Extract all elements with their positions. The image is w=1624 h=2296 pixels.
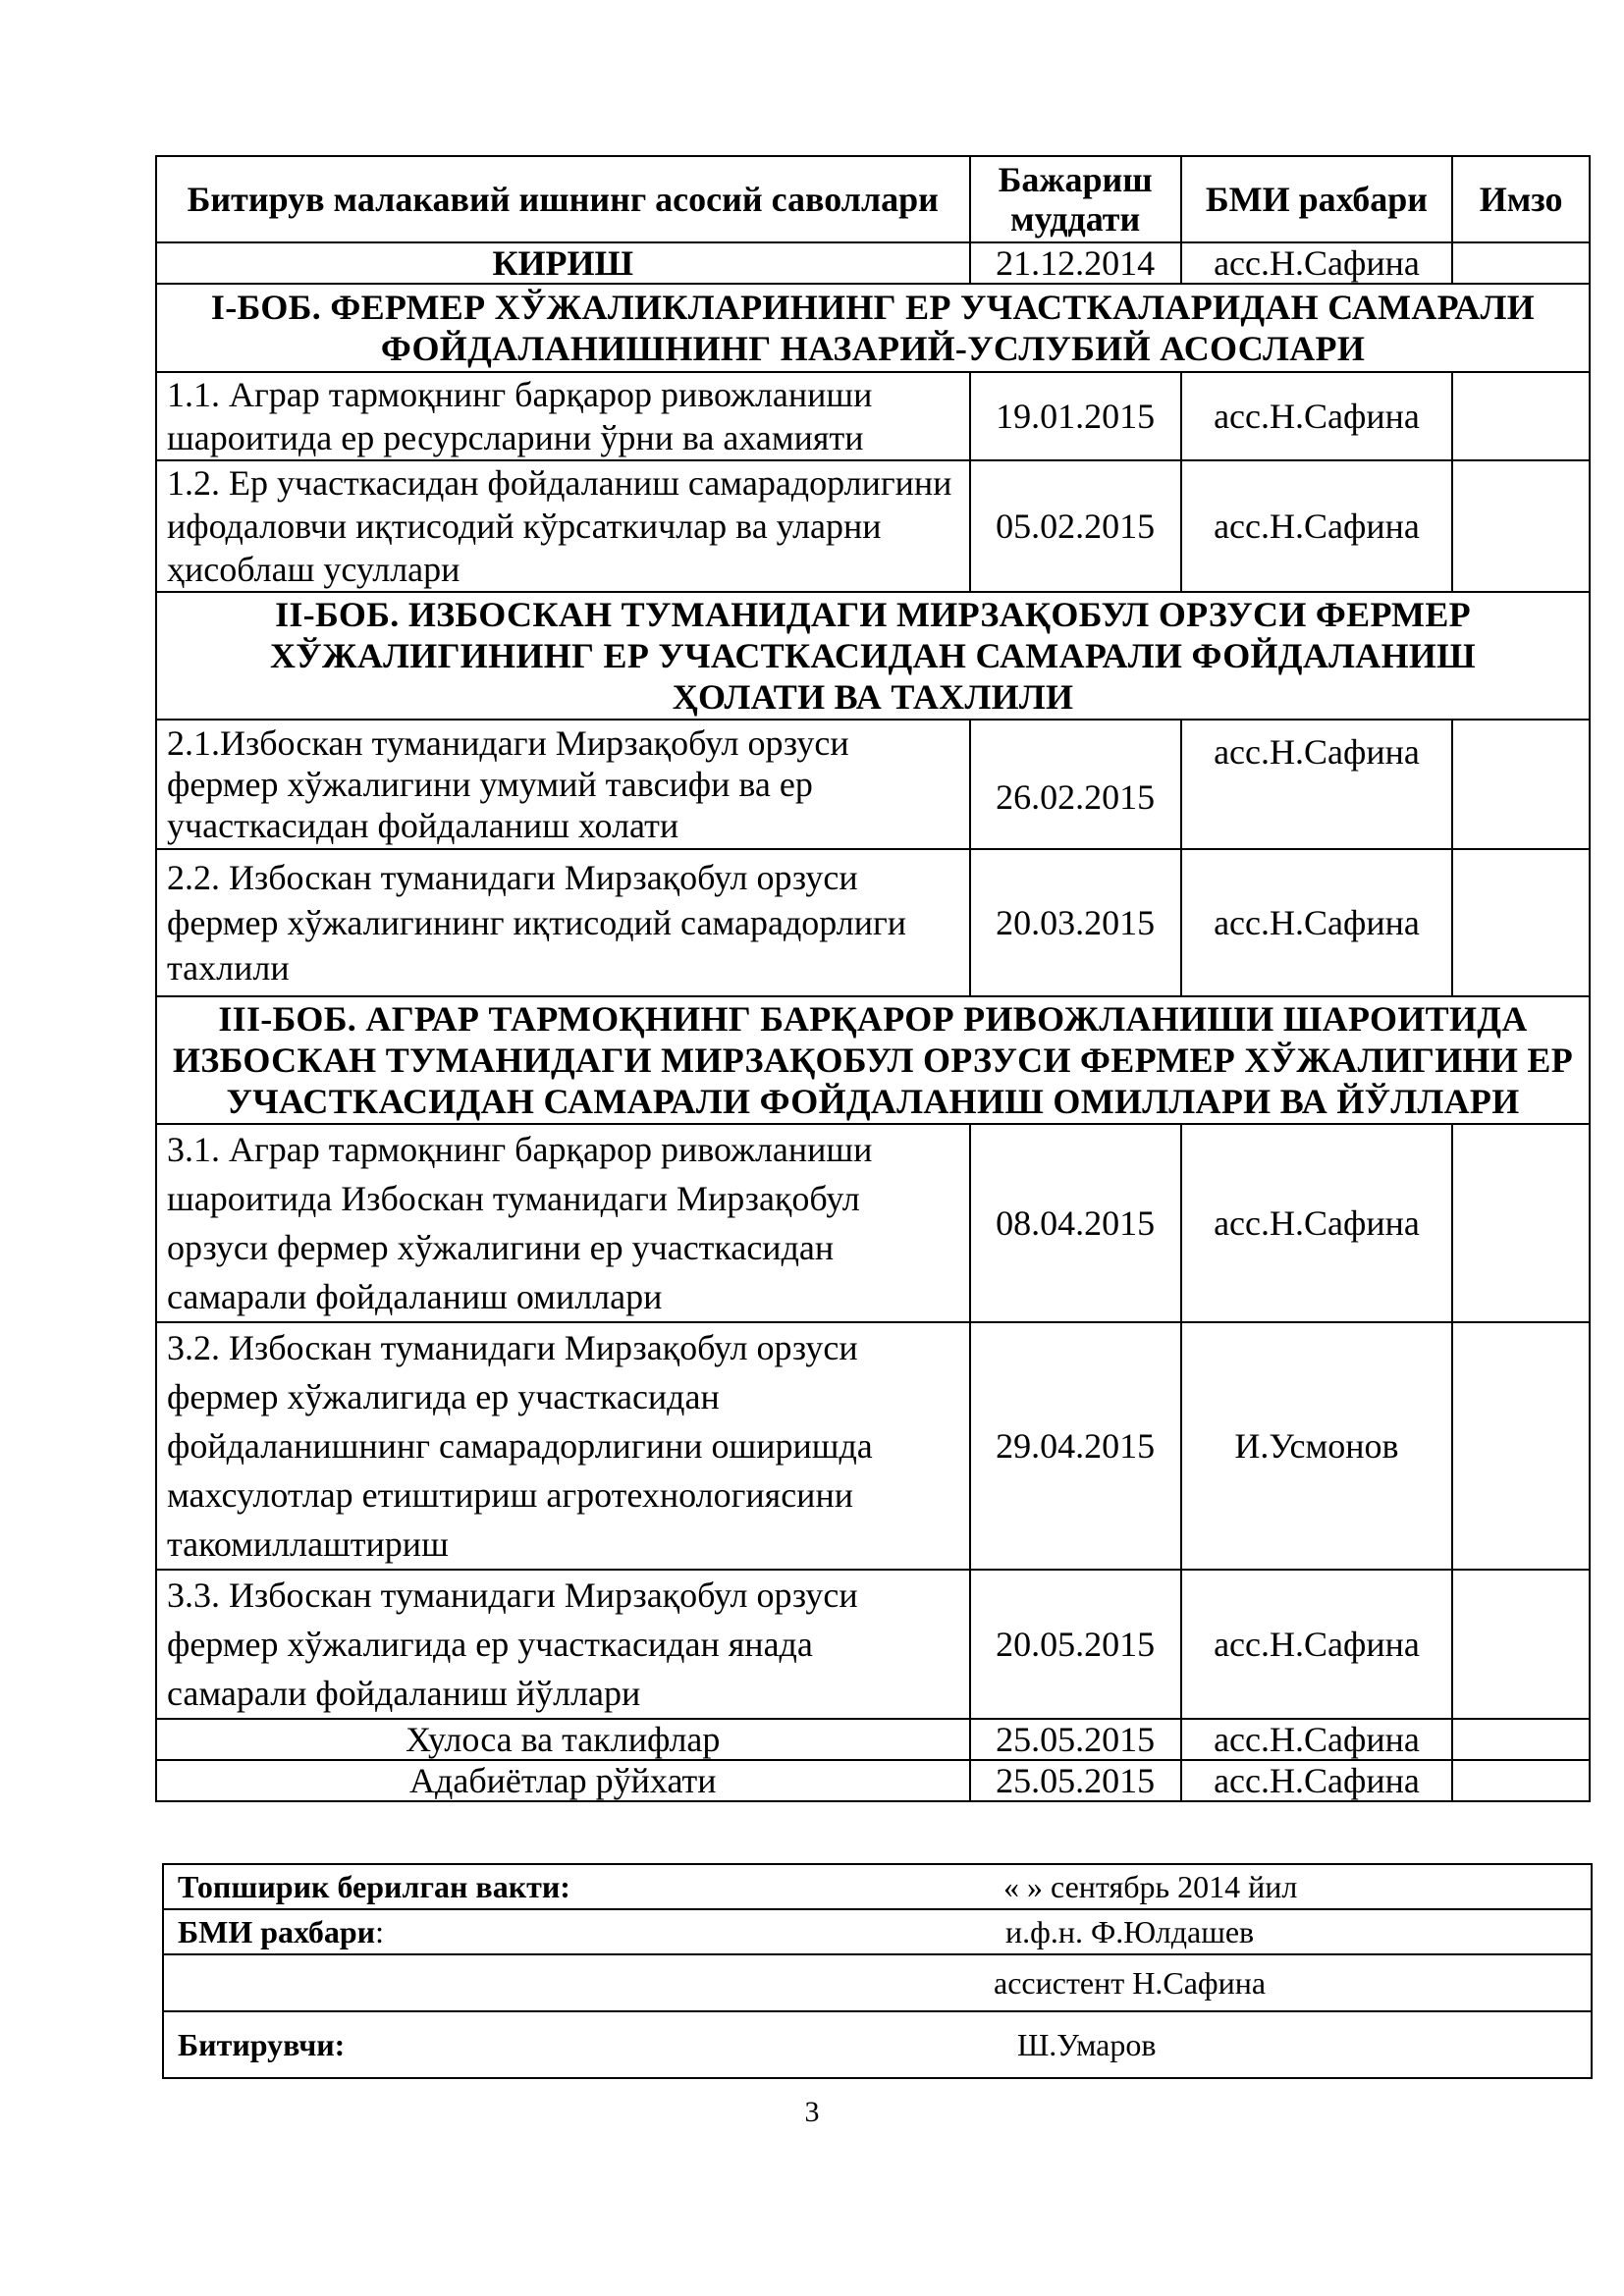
signature-cell [1452,1124,1590,1322]
supervisor-label-cell [163,1909,895,1954]
assistant-empty-cell [163,1954,895,2011]
table-row [156,1124,1590,1322]
topic-2-2-date: 20.03.2015 [970,849,1181,996]
topic-3-3: 3.3. Избоскан туманидаги Мирзақобул орзуси фермер хўжалигида ер участкасидан янада самарали фойдаланиш йўллари [156,1570,970,1719]
references-date: 25.05.2015 [970,1760,1181,1801]
topic-2-1-date: 26.02.2015 [970,720,1181,849]
topic-1-2: 1.2. Ер участкасидан фойдаланиш самарадорлигини ифодаловчи иқтисодий кўрсаткичлар ва уларни ҳисоблаш усуллари [156,460,970,592]
assignment-info-table [162,1863,1593,2079]
chapter-2-title: II-БОБ. ИЗБОСКАН ТУМАНИДАГИ МИРЗАҚОБУЛ ОРЗУСИ ФЕРМЕР ХЎЖАЛИГИНИНГ ЕР УЧАСТКАСИДАН САМАРАЛИ ФОЙДАЛАНИШ ҲОЛАТИ ВА ТАХЛИЛИ [156,592,1590,720]
chapter-row-2 [156,592,1590,720]
signature-cell [1452,460,1590,592]
conclusion-date: 25.05.2015 [970,1719,1181,1760]
table-header-row [156,156,1590,242]
thesis-plan-table [155,155,1591,1802]
issued-label: Топширик берилган вакти: [163,1864,895,1909]
table-row [156,1322,1590,1570]
intro-supervisor: асс.Н.Сафина [1181,242,1453,284]
graduate-label: Битирувчи: [163,2011,895,2078]
header-signature: Имзо [1452,156,1590,242]
signature-cell [1452,372,1590,460]
header-deadline: Бажариш муддати [970,156,1181,242]
chapter-row-1 [156,284,1590,372]
topic-1-1-supervisor: асс.Н.Сафина [1181,372,1453,460]
assistant-row [163,1954,1592,2011]
topic-2-2: 2.2. Избоскан туманидаги Мирзақобул орзуси фермер хўжалигининг иқтисодий самарадорлиги тахлили [156,849,970,996]
signature-cell [1452,1322,1590,1570]
table-row-intro [156,242,1590,284]
topic-3-1-supervisor: асс.Н.Сафина [1181,1124,1453,1322]
signature-cell [1452,849,1590,996]
supervisor-colon: : [375,1913,384,1949]
signature-cell [1452,720,1590,849]
chapter-row-3 [156,996,1590,1124]
table-row [156,849,1590,996]
signature-cell [1452,1719,1590,1760]
topic-3-1-date: 08.04.2015 [970,1124,1181,1322]
topic-2-1: 2.1.Избоскан туманидаги Мирзақобул орзуси фермер хўжалигини умумий тавсифи ва ер участкасидан фойдаланиш холати [156,720,970,849]
topic-1-2-supervisor: асс.Н.Сафина [1181,460,1453,592]
table-row [156,460,1590,592]
topic-3-1: 3.1. Аграр тармоқнинг барқарор ривожланиши шароитида Избоскан туманидаги Мирзақобул орзуси фермер хўжалигини ер участкасидан самарали фойдаланиш омиллари [156,1124,970,1322]
topic-3-2: 3.2. Избоскан туманидаги Мирзақобул орзуси фермер хўжалигида ер участкасидан фойдаланишнинг самарадорлигини оширишда махсулотлар етиштириш агротехнологиясини такомиллаштириш [156,1322,970,1570]
topic-1-2-date: 05.02.2015 [970,460,1181,592]
chapter-1-title: I-БОБ. ФЕРМЕР ХЎЖАЛИКЛАРИНИНГ ЕР УЧАСТКАЛАРИДАН САМАРАЛИ ФОЙДАЛАНИШНИНГ НАЗАРИЙ-УСЛУБИЙ АСОСЛАРИ [156,284,1590,372]
supervisor-label: БМИ рахбари [178,1913,376,1949]
header-question: Битирув малакавий ишнинг асосий саволлари [156,156,970,242]
table-row [156,720,1590,849]
graduate-value: Ш.Умаров [895,2011,1592,2078]
graduate-row [163,2011,1592,2078]
issued-value: « » сентябрь 2014 йил [895,1864,1592,1909]
conclusion-title: Хулоса ва таклифлар [156,1719,970,1760]
table-row-conclusion [156,1719,1590,1760]
issued-row [163,1864,1592,1909]
table-row-references [156,1760,1590,1801]
supervisor-row [163,1909,1592,1954]
signature-cell [1452,1570,1590,1719]
page-number: 3 [804,2096,820,2128]
signature-cell [1452,1760,1590,1801]
table-row [156,372,1590,460]
chapter-3-title: III-БОБ. АГРАР ТАРМОҚНИНГ БАРҚАРОР РИВОЖЛАНИШИ ШАРОИТИДА ИЗБОСКАН ТУМАНИДАГИ МИРЗАҚОБУЛ ОРЗУСИ ФЕРМЕР ХЎЖАЛИГИНИ ЕР УЧАСТКАСИДАН САМАРАЛИ ФОЙДАЛАНИШ ОМИЛЛАРИ ВА ЙЎЛЛАРИ [156,996,1590,1124]
topic-3-3-supervisor: асс.Н.Сафина [1181,1570,1453,1719]
assistant-value: ассистент Н.Сафина [895,1954,1592,2011]
topic-2-1-supervisor: асс.Н.Сафина [1181,720,1453,849]
topic-2-2-supervisor: асс.Н.Сафина [1181,849,1453,996]
topic-3-2-date: 29.04.2015 [970,1322,1181,1570]
topic-1-1: 1.1. Аграр тармоқнинг барқарор ривожланиши шароитида ер ресурсларини ўрни ва ахамияти [156,372,970,460]
signature-cell [1452,242,1590,284]
supervisor-value: и.ф.н. Ф.Юлдашев [895,1909,1592,1954]
topic-3-2-supervisor: И.Усмонов [1181,1322,1453,1570]
topic-1-1-date: 19.01.2015 [970,372,1181,460]
references-title: Адабиётлар рўйхати [156,1760,970,1801]
intro-date: 21.12.2014 [970,242,1181,284]
intro-title: КИРИШ [156,242,970,284]
references-supervisor: асс.Н.Сафина [1181,1760,1453,1801]
header-supervisor: БМИ рахбари [1181,156,1453,242]
conclusion-supervisor: асс.Н.Сафина [1181,1719,1453,1760]
table-row [156,1570,1590,1719]
topic-3-3-date: 20.05.2015 [970,1570,1181,1719]
